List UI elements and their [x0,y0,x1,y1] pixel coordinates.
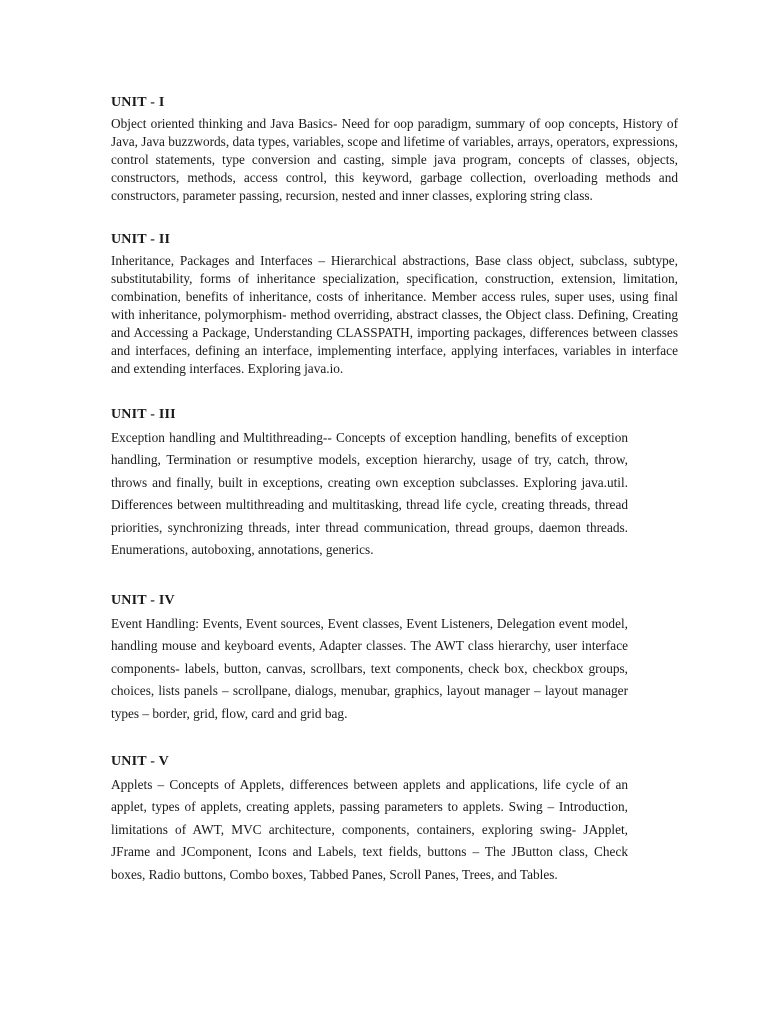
unit-4-heading: UNIT - IV [111,593,175,608]
unit-1-section [111,95,678,205]
unit-2-heading: UNIT - II [111,232,171,247]
unit-3-section [111,407,628,561]
unit-1-heading: UNIT - I [111,95,165,110]
unit-2-body: Inheritance, Packages and Interfaces – Hierarchical abstractions, Base class object, subclass, subtype, substitutability, forms of inheritance specialization, specification, construction, extension, limitation, combination, benefits of inheritance, costs of inheritance. Member access rules, super uses, using final with inheritance, polymorphism- method overriding, abstract classes, the Object class. Defining, Creating and Accessing a Package, Understanding CLASSPATH, importing packages, differences between classes and interfaces, defining an interface, implementing interface, applying interfaces, variables in interface and extending interfaces. Exploring java.io. [111,253,678,376]
unit-1-body: Object oriented thinking and Java Basics- Need for oop paradigm, summary of oop concepts, History of Java, Java buzzwords, data types, variables, scope and lifetime of variables, arrays, operators, expressions, control statements, type conversion and casting, simple java program, concepts of classes, objects, constructors, methods, access control, this keyword, garbage collection, overloading methods and constructors, parameter passing, recursion, nested and inner classes, exploring string class. [111,116,678,203]
unit-3-body: Exception handling and Multithreading-- Concepts of exception handling, benefits of exception handling, Termination or resumptive models, exception hierarchy, usage of try, catch, throw, throws and finally, built in exceptions, creating own exception subclasses. Exploring java.util. Differences between multithreading and multitasking, thread life cycle, creating threads, thread priorities, synchronizing threads, inter thread communication, thread groups, daemon threads. Enumerations, autoboxing, annotations, generics. [111,430,628,558]
unit-2-section [111,232,678,378]
unit-5-heading: UNIT - V [111,754,169,769]
unit-5-section [111,754,628,886]
unit-5-body: Applets – Concepts of Applets, differences between applets and applications, life cycle of an applet, types of applets, creating applets, passing parameters to applets. Swing – Introduction, limitations of AWT, MVC architecture, components, containers, exploring swing- JApplet, JFrame and JComponent, Icons and Labels, text fields, buttons – The JButton class, Check boxes, Radio buttons, Combo boxes, Tabbed Panes, Scroll Panes, Trees, and Tables. [111,777,628,882]
unit-4-section [111,593,628,725]
unit-4-body: Event Handling: Events, Event sources, Event classes, Event Listeners, Delegation event model, handling mouse and keyboard events, Adapter classes. The AWT class hierarchy, user interface components- labels, button, canvas, scrollbars, text components, check box, checkbox groups, choices, lists panels – scrollpane, dialogs, menubar, graphics, layout manager – layout manager types – border, grid, flow, card and grid bag. [111,616,628,721]
unit-3-heading: UNIT - III [111,407,176,422]
